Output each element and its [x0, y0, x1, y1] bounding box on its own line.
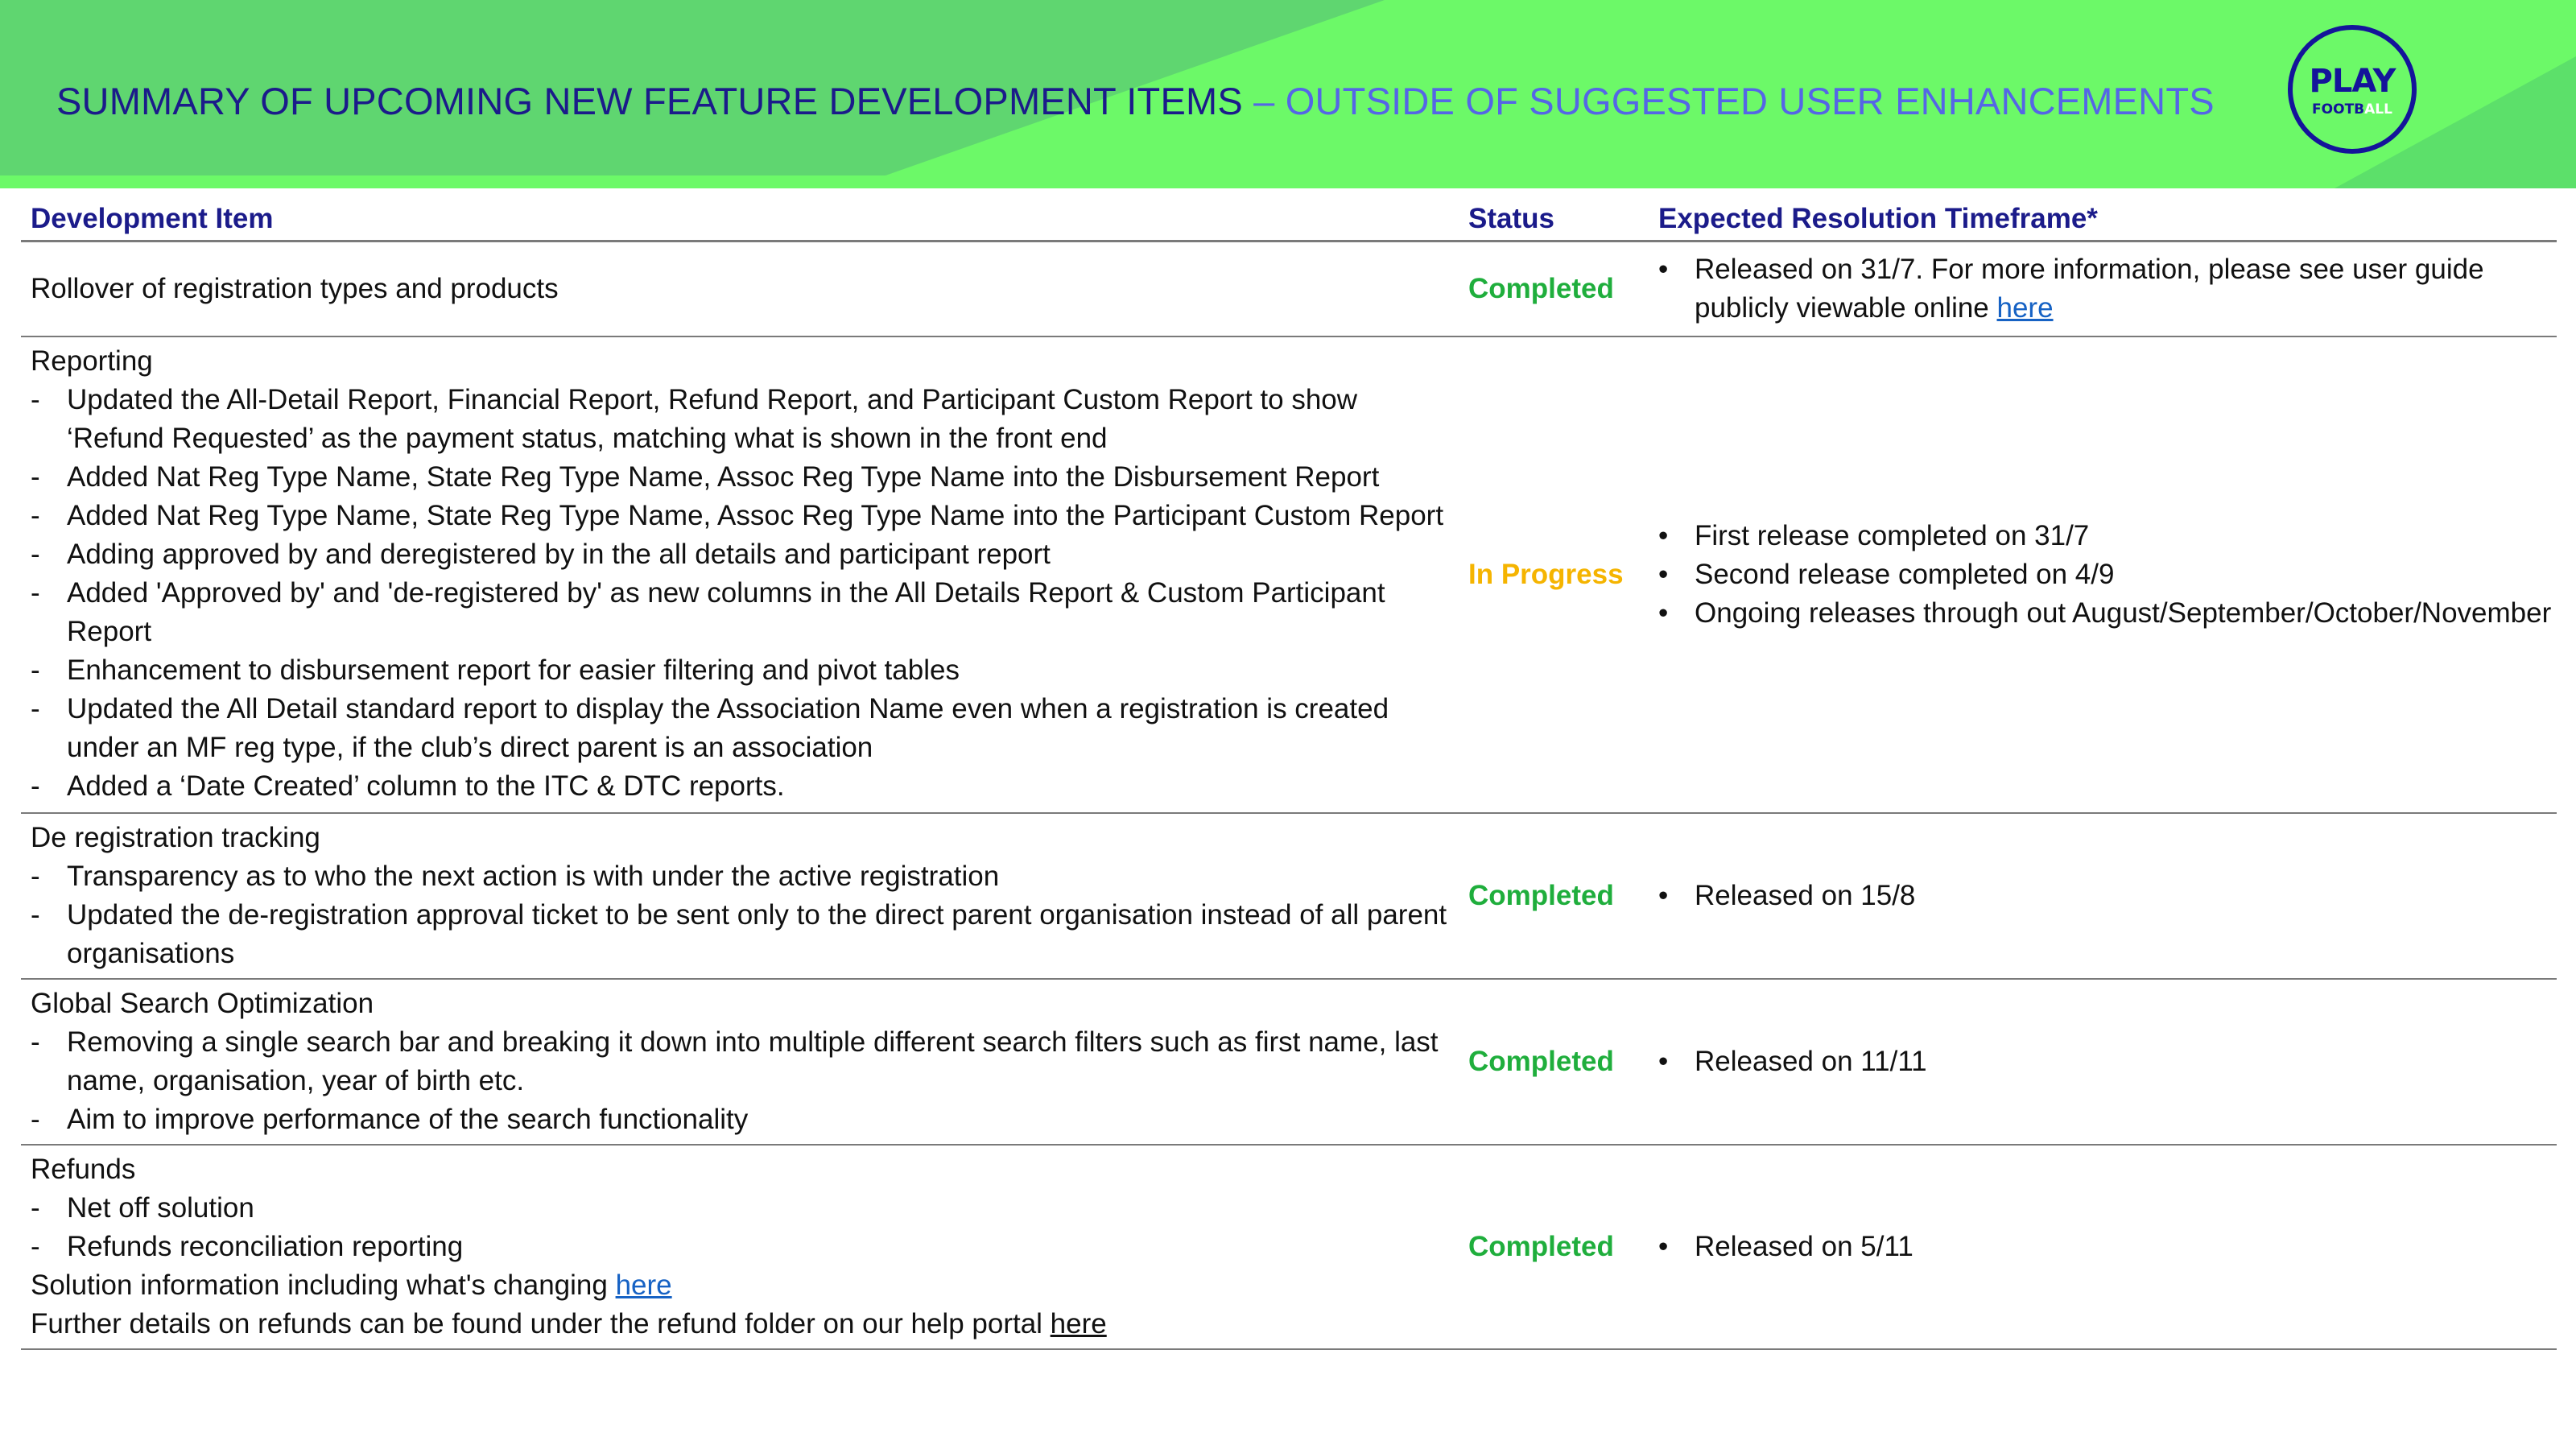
- table-row: [21, 1145, 2557, 1349]
- item-title: Rollover of registration types and products: [31, 273, 559, 304]
- list-item: - Removing a single search bar and breaking it down into multiple different search filters such as first name, last name, organisation, year of birth etc.: [31, 1023, 1459, 1100]
- table-row: [21, 979, 2557, 1145]
- timeframe-list: [1658, 1042, 2557, 1081]
- help-portal-note: [31, 1305, 1459, 1344]
- status-badge: Completed: [1459, 242, 1649, 337]
- status-badge: Completed: [1459, 813, 1649, 979]
- list-item: - Updated the de-registration approval ticket to be sent only to the direct parent organisation instead of all parent organisations: [31, 896, 1459, 973]
- timeframe-cell: [1649, 336, 2557, 813]
- user-guide-link[interactable]: here: [1996, 292, 2054, 324]
- timeframe-bullet: • Released on 5/11: [1658, 1228, 2557, 1266]
- page-title-main: SUMMARY OF UPCOMING NEW FEATURE DEVELOPMENT ITEMS: [56, 80, 1243, 122]
- timeframe-cell: [1649, 1145, 2557, 1349]
- list-item: - Refunds reconciliation reporting: [31, 1228, 1459, 1266]
- timeframe-bullet: • Ongoing releases through out August/September/October/November: [1658, 594, 2557, 633]
- timeframe-text: Released on 31/7. For more information, please see user guide publicly viewable online: [1695, 254, 2484, 324]
- item-details-list: [31, 1023, 1459, 1139]
- item-cell: [21, 1145, 1459, 1349]
- column-header-timeframe: Expected Resolution Timeframe*: [1649, 196, 2557, 242]
- solution-info-note: [31, 1266, 1459, 1305]
- timeframe-bullet: • First release completed on 31/7: [1658, 517, 2557, 555]
- timeframe-cell: [1649, 979, 2557, 1145]
- solution-info-text: Solution information including what's changing: [31, 1269, 616, 1301]
- timeframe-bullet: • Released on 11/11: [1658, 1042, 2557, 1081]
- timeframe-bullet: • Released on 15/8: [1658, 877, 2557, 915]
- item-title: Global Search Optimization: [31, 988, 374, 1019]
- help-portal-link[interactable]: here: [1050, 1308, 1107, 1340]
- play-football-logo: [2288, 25, 2417, 154]
- column-header-development-item: Development Item: [21, 196, 1459, 242]
- list-item: - Transparency as to who the next action is with under the active registration: [31, 857, 1459, 896]
- timeframe-list: [1658, 1228, 2557, 1266]
- timeframe-list: [1658, 877, 2557, 915]
- list-item: - Added 'Approved by' and 'de-registered by' as new columns in the All Details Report & Custom Participant Report: [31, 574, 1459, 651]
- timeframe-cell: [1649, 242, 2557, 337]
- timeframe-list: [1658, 517, 2557, 633]
- header-band: [0, 0, 2576, 188]
- table-row: [21, 242, 2557, 337]
- solution-info-link[interactable]: here: [615, 1269, 672, 1301]
- status-badge: Completed: [1459, 1145, 1649, 1349]
- column-header-status: Status: [1459, 196, 1649, 242]
- timeframe-cell: [1649, 813, 2557, 979]
- item-cell: [21, 979, 1459, 1145]
- item-title: Reporting: [31, 345, 153, 377]
- list-item: - Updated the All Detail standard report to display the Association Name even when a registration is created under an MF reg type, if the club’s direct parent is an association: [31, 690, 1459, 767]
- table-row: [21, 813, 2557, 979]
- status-badge: In Progress: [1459, 336, 1649, 813]
- list-item: - Added Nat Reg Type Name, State Reg Type Name, Assoc Reg Type Name into the Participant Custom Report: [31, 497, 1459, 535]
- logo-text-footb: FOOTB: [2312, 101, 2365, 118]
- list-item: - Net off solution: [31, 1189, 1459, 1228]
- item-details-list: [31, 1189, 1459, 1266]
- list-item: - Adding approved by and deregistered by in the all details and participant report: [31, 535, 1459, 574]
- timeframe-bullet: [1658, 250, 2557, 328]
- help-portal-text: Further details on refunds can be found under the refund folder on our help portal: [31, 1308, 1051, 1340]
- list-item: - Updated the All-Detail Report, Financial Report, Refund Report, and Participant Custom Report to show ‘Refund Requested’ as the payment status, matching what is shown in the front end: [31, 381, 1459, 458]
- page-title-subtitle: – OUTSIDE OF SUGGESTED USER ENHANCEMENTS: [1242, 80, 2215, 122]
- item-title: De registration tracking: [31, 822, 320, 853]
- table-header-row: [21, 196, 2557, 242]
- list-item: - Added a ‘Date Created’ column to the ITC & DTC reports.: [31, 767, 1459, 806]
- table-row: [21, 336, 2557, 813]
- page-title: [56, 79, 2215, 123]
- item-details-list: [31, 857, 1459, 973]
- logo-text-all: ALL: [2364, 101, 2392, 118]
- timeframe-list: [1658, 250, 2557, 328]
- item-cell: [21, 813, 1459, 979]
- item-cell: [21, 242, 1459, 337]
- list-item: - Added Nat Reg Type Name, State Reg Type Name, Assoc Reg Type Name into the Disbursement Report: [31, 458, 1459, 497]
- logo-line-football: [2293, 102, 2412, 117]
- item-title: Refunds: [31, 1154, 136, 1185]
- timeframe-bullet: • Second release completed on 4/9: [1658, 555, 2557, 594]
- development-items-table: [21, 196, 2557, 1350]
- status-badge: Completed: [1459, 979, 1649, 1145]
- list-item: - Aim to improve performance of the search functionality: [31, 1100, 1459, 1139]
- item-details-list: [31, 381, 1459, 806]
- item-cell: [21, 336, 1459, 813]
- logo-line-play: PLAY: [2309, 63, 2396, 100]
- list-item: - Enhancement to disbursement report for easier filtering and pivot tables: [31, 651, 1459, 690]
